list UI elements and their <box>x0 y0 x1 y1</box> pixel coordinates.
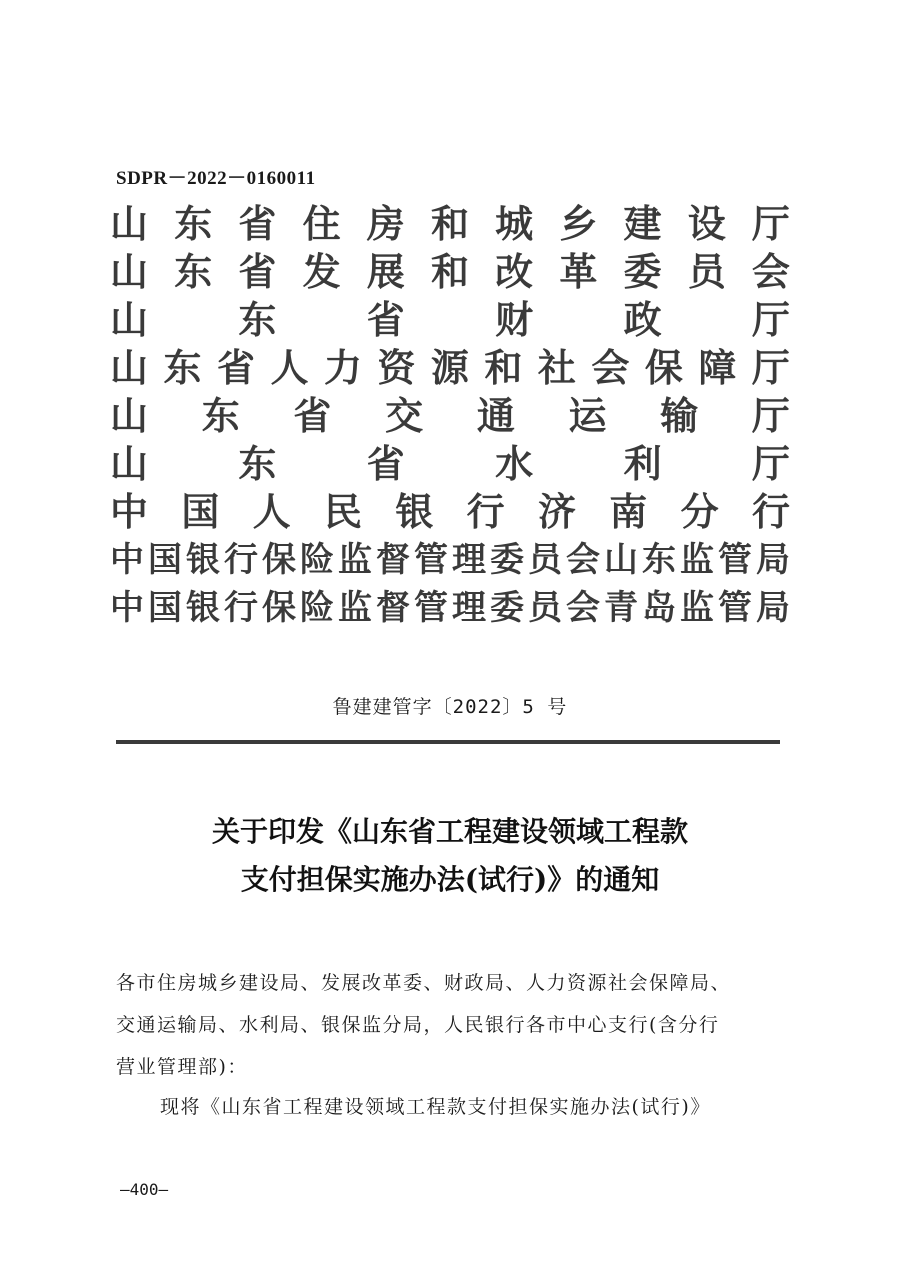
issuer-char: 人 <box>252 490 291 534</box>
issuer-char: 行 <box>224 540 258 580</box>
issuer-char: 东 <box>174 202 213 246</box>
issuer-char: 国 <box>148 540 182 580</box>
issuer-char: 会 <box>566 588 600 628</box>
issuer-line <box>110 344 790 392</box>
issuer-char: 山 <box>110 346 149 390</box>
issuer-char: 青 <box>604 588 638 628</box>
issuer-char: 社 <box>537 346 576 390</box>
issuer-char: 城 <box>495 202 534 246</box>
issuer-line <box>110 488 790 536</box>
issuer-char: 运 <box>568 394 607 438</box>
issuer-char: 保 <box>262 588 296 628</box>
issuer-char: 监 <box>680 588 714 628</box>
issuer-char: 理 <box>452 588 486 628</box>
issuer-char: 发 <box>302 250 341 294</box>
issuer-char: 管 <box>718 540 752 580</box>
issuer-char: 交 <box>385 394 424 438</box>
recipients-line: 各市住房城乡建设局、发展改革委、财政局、人力资源社会保障局、 <box>116 972 732 994</box>
issuer-char: 行 <box>466 490 505 534</box>
issuer-char: 水 <box>495 442 534 486</box>
issuer-char: 省 <box>366 298 405 342</box>
issuer-char: 银 <box>186 540 220 580</box>
issuer-char: 局 <box>756 540 790 580</box>
issuer-char: 省 <box>238 250 277 294</box>
page-number: —400— <box>120 1180 169 1199</box>
issuer-char: 委 <box>490 588 524 628</box>
issuer-char: 和 <box>430 202 469 246</box>
issuer-char: 管 <box>718 588 752 628</box>
issuer-char: 东 <box>163 346 202 390</box>
document-code: SDPR－2022－0160011 <box>116 168 316 189</box>
issuer-char: 会 <box>591 346 630 390</box>
issuer-char: 险 <box>300 588 334 628</box>
issuer-char: 和 <box>430 250 469 294</box>
issuer-char: 设 <box>687 202 726 246</box>
issuer-char: 保 <box>644 346 683 390</box>
issuer-char: 行 <box>751 490 790 534</box>
issuer-char: 山 <box>110 442 149 486</box>
issuer-char: 省 <box>238 202 277 246</box>
issuer-char: 局 <box>756 588 790 628</box>
issuer-char: 南 <box>609 490 648 534</box>
issuer-line <box>110 536 790 584</box>
issuer-char: 会 <box>751 250 790 294</box>
issuer-line <box>110 584 790 632</box>
issuer-char: 监 <box>680 540 714 580</box>
issuer-char: 东 <box>174 250 213 294</box>
issuer-char: 通 <box>476 394 515 438</box>
issuer-char: 革 <box>559 250 598 294</box>
issuer-char: 员 <box>687 250 726 294</box>
issuer-char: 厅 <box>751 394 790 438</box>
issuer-char: 东 <box>238 298 277 342</box>
issuer-char: 岛 <box>642 588 676 628</box>
issuer-char: 理 <box>452 540 486 580</box>
issuer-char: 厅 <box>751 202 790 246</box>
issuer-char: 员 <box>528 540 562 580</box>
issuer-char: 障 <box>698 346 737 390</box>
issuer-char: 山 <box>110 202 149 246</box>
issuer-line <box>110 296 790 344</box>
body-paragraph: 现将《山东省工程建设领域工程款支付担保实施办法(试行)》 <box>160 1096 711 1118</box>
issuer-char: 输 <box>660 394 699 438</box>
issuer-char: 源 <box>430 346 469 390</box>
recipients <box>116 962 786 1088</box>
issuer-char: 保 <box>262 540 296 580</box>
issuer-char: 房 <box>366 202 405 246</box>
issuer-char: 民 <box>323 490 362 534</box>
issuing-authorities <box>110 200 790 632</box>
issuer-char: 银 <box>395 490 434 534</box>
reference-number: 鲁建建管字〔2022〕5 号 <box>332 696 568 718</box>
issuer-char: 分 <box>680 490 719 534</box>
issuer-char: 行 <box>224 588 258 628</box>
recipients-line: 营业管理部)： <box>116 1056 248 1078</box>
issuer-char: 中 <box>110 540 144 580</box>
issuer-char: 中 <box>110 588 144 628</box>
issuer-char: 会 <box>566 540 600 580</box>
issuer-char: 和 <box>484 346 523 390</box>
issuer-char: 厅 <box>751 346 790 390</box>
issuer-char: 济 <box>537 490 576 534</box>
issuer-char: 省 <box>216 346 255 390</box>
issuer-char: 监 <box>338 588 372 628</box>
issuer-char: 国 <box>148 588 182 628</box>
issuer-line <box>110 392 790 440</box>
issuer-char: 险 <box>300 540 334 580</box>
issuer-line <box>110 440 790 488</box>
issuer-char: 员 <box>528 588 562 628</box>
issuer-char: 山 <box>110 298 149 342</box>
issuer-char: 财 <box>495 298 534 342</box>
issuer-char: 银 <box>186 588 220 628</box>
issuer-char: 山 <box>110 250 149 294</box>
issuer-char: 展 <box>366 250 405 294</box>
issuer-char: 委 <box>623 250 662 294</box>
issuer-char: 乡 <box>559 202 598 246</box>
issuer-char: 建 <box>623 202 662 246</box>
issuer-char: 督 <box>376 540 410 580</box>
notice-title-line-1: 关于印发《山东省工程建设领域工程款 <box>211 815 688 848</box>
issuer-char: 政 <box>623 298 662 342</box>
issuer-char: 东 <box>642 540 676 580</box>
issuer-char: 管 <box>414 588 448 628</box>
issuer-char: 厅 <box>751 298 790 342</box>
recipients-line: 交通运输局、水利局、银保监分局，人民银行各市中心支行(含分行 <box>116 1014 720 1036</box>
issuer-char: 省 <box>293 394 332 438</box>
issuer-char: 东 <box>238 442 277 486</box>
issuer-char: 督 <box>376 588 410 628</box>
issuer-char: 监 <box>338 540 372 580</box>
issuer-char: 东 <box>201 394 240 438</box>
notice-title-line-2: 支付担保实施办法(试行)》的通知 <box>240 863 660 896</box>
issuer-char: 住 <box>302 202 341 246</box>
issuer-char: 委 <box>490 540 524 580</box>
issuer-char: 资 <box>377 346 416 390</box>
issuer-line <box>110 248 790 296</box>
issuer-char: 改 <box>495 250 534 294</box>
issuer-char: 国 <box>181 490 220 534</box>
issuer-char: 厅 <box>751 442 790 486</box>
issuer-char: 利 <box>623 442 662 486</box>
issuer-char: 山 <box>110 394 149 438</box>
issuer-char: 管 <box>414 540 448 580</box>
issuer-char: 山 <box>604 540 638 580</box>
issuer-char: 人 <box>270 346 309 390</box>
issuer-char: 省 <box>366 442 405 486</box>
issuer-char: 力 <box>323 346 362 390</box>
issuer-char: 中 <box>110 490 149 534</box>
header-divider <box>116 740 780 744</box>
issuer-line <box>110 200 790 248</box>
